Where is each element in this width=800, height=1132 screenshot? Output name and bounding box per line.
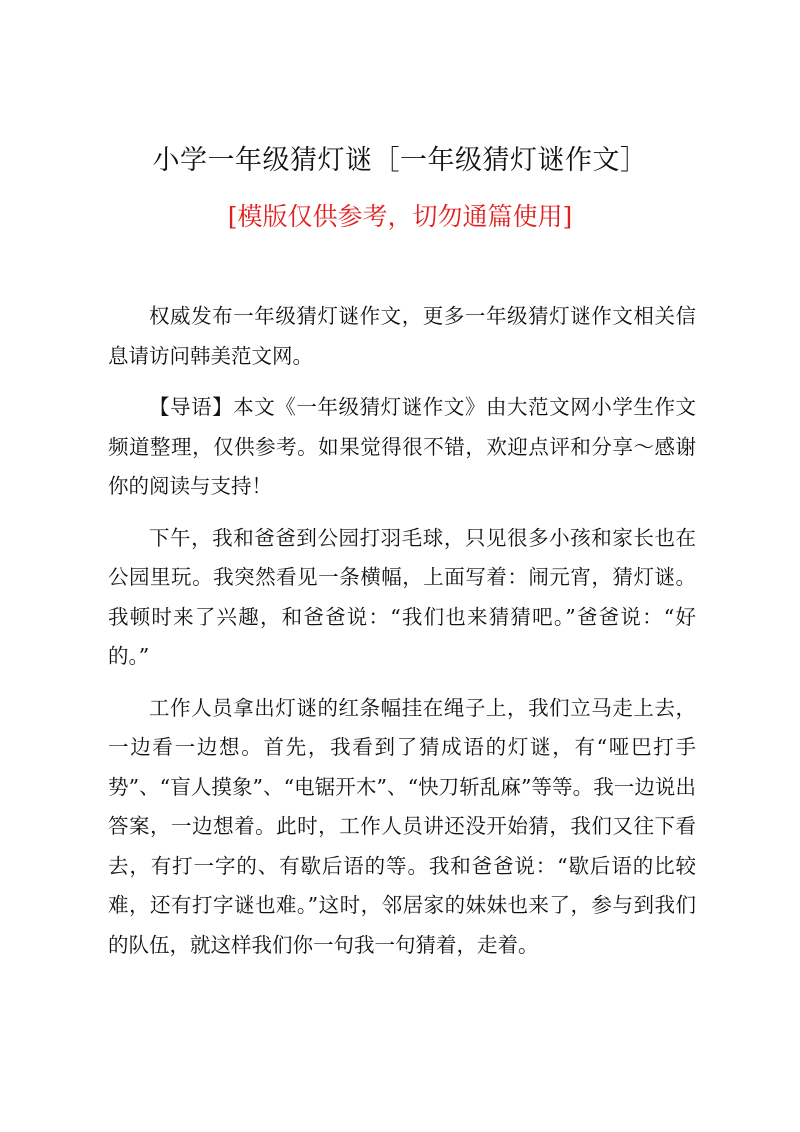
body-paragraph-story-1: 下午，我和爸爸到公园打羽毛球，只见很多小孩和家长也在公园里玩。我突然看见一条横幅，上面写着：闹元宵，猜灯谜。我顿时来了兴趣，和爸爸说：“我们也来猜猜吧。”爸爸说：“好的。” — [108, 525, 696, 668]
body-paragraph-guide: 【导语】本文《一年级猜灯谜作文》由大范文网小学生作文频道整理，仅供参考。如果觉得很不错，欢迎点评和分享～感谢你的阅读与支持！ — [108, 395, 696, 498]
document-body — [108, 297, 696, 977]
body-paragraph-intro: 权威发布一年级猜灯谜作文，更多一年级猜灯谜作文相关信息请访问韩美范文网。 — [108, 304, 696, 368]
template-notice: [模版仅供参考，切勿通篇使用] — [227, 202, 573, 231]
document-title: 小学一年级猜灯谜［一年级猜灯谜作文］ — [152, 145, 648, 176]
body-paragraph-story-2: 工作人员拿出灯谜的红条幅挂在绳子上，我们立马走上去，一边看一边想。首先，我看到了猜成语的灯谜，有“哑巴打手势”、“盲人摸象”、“电锯开木”、“快刀斩乱麻”等等。我一边说出答案，一边想着。此时，工作人员讲还没开始猜，我们又往下看去，有打一字的、有歇后语的等。我和爸爸说：“歇后语的比较难，还有打字谜也难。”这时，邻居家的妹妹也来了，参与到我们的队伍，就这样我们你一句我一句猜着，走着。 — [108, 695, 696, 957]
